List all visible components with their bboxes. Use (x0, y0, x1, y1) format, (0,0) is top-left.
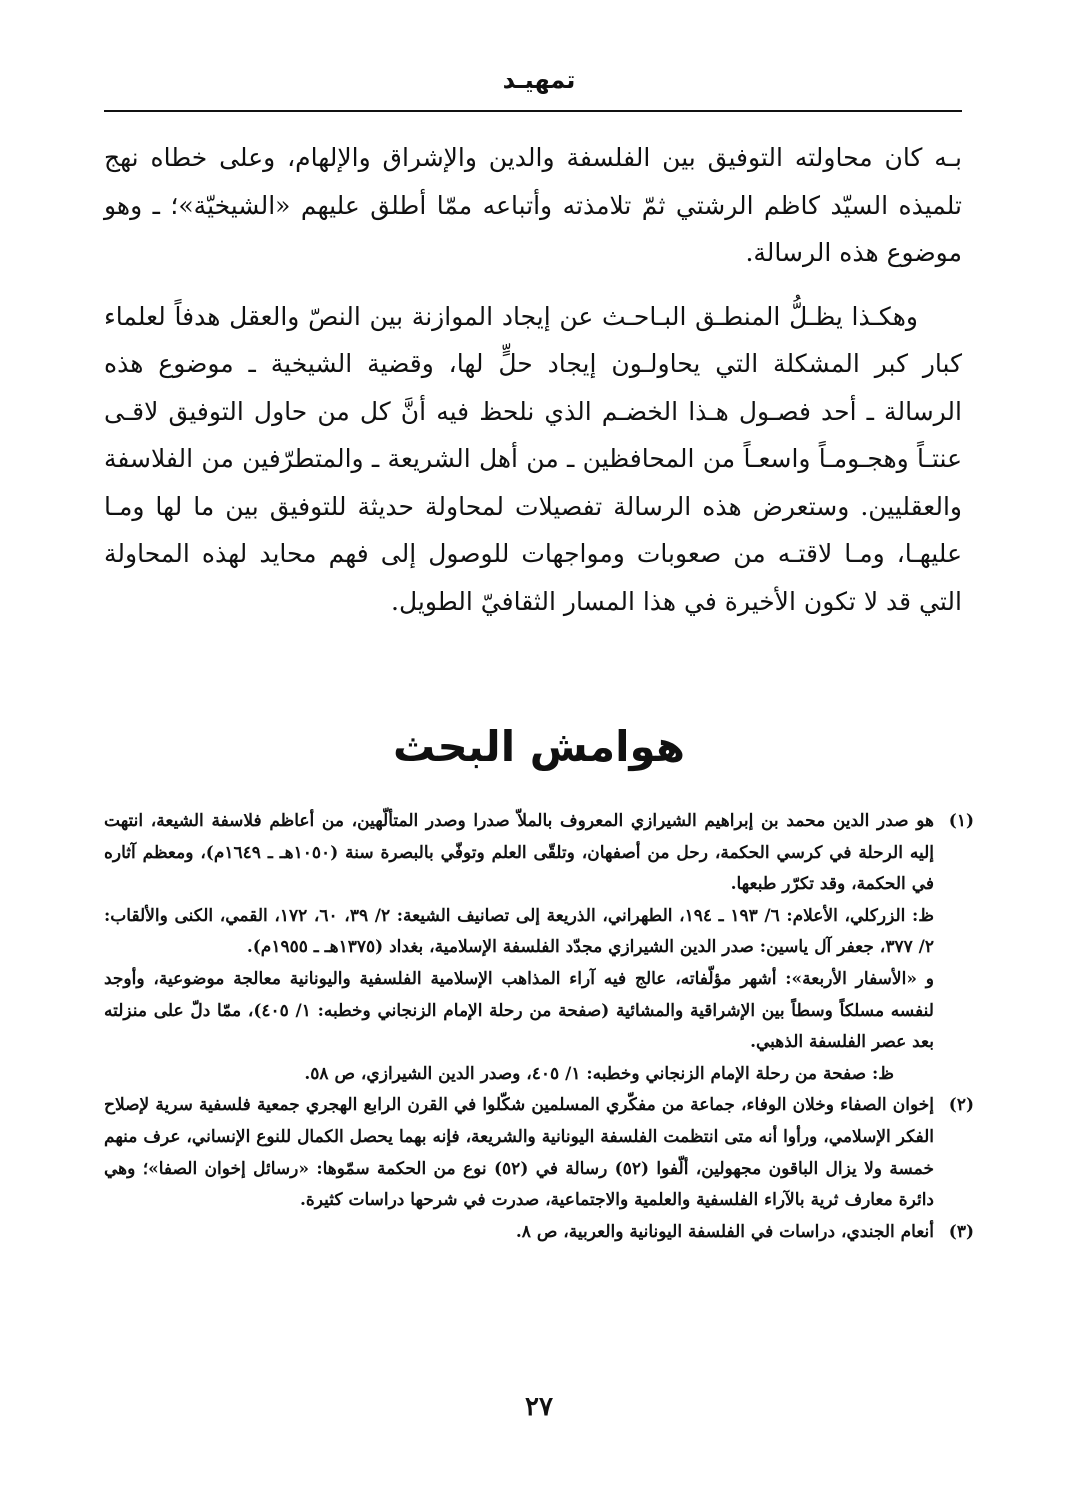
footnote-number: (٣) (948, 1221, 974, 1242)
section-heading: هوامش البحث (393, 722, 685, 771)
footnote-text: إخوان الصفاء وخلان الوفاء، جماعة من مفكّري المسلمين شكّلوا في القرن الرابع الهجري جمعية فلسفية سرية لإصلاح الفكر الإسلامي، ورأوا أنه متى انتظمت الفلسفة اليونانية والشريعة، فإنه بهما يحصل الكمال للنوع الإنساني، عرف منهم خمسة ولا يزال الباقون مجهولين، ألّفوا (٥٢) رسالة في (٥٢) نوع من الحكمة سمّوها: «رسائل إخوان الصفا»؛ وهي دائرة معارف ثرية بالآراء الفلسفية والعلمية والاجتماعية، صدرت في شرحها دراسات كثيرة. (104, 1095, 934, 1211)
footnote-number: (١) (948, 811, 974, 831)
header-rule (104, 110, 962, 112)
footnote (104, 1217, 974, 1249)
body-text (104, 134, 962, 625)
footnote-number: (٢) (948, 1095, 974, 1116)
footnote (104, 806, 974, 1090)
paragraph: بـه كان محاولته التوفيق بين الفلسفة والدين والإشراق والإلهام، وعلى خطاه نهج تلميذه السيّد كاظم الرشتي ثمّ تلامذته وأتباعه ممّا أطلق عليهم «الشيخيّة»؛ ـ وهو موضوع هذه الرسالة. (104, 143, 962, 267)
footnote-reference: ظ: الزركلي، الأعلام: ٦/ ١٩٣ ـ ١٩٤، الطهراني، الذريعة إلى تصانيف الشيعة: ٢/ ٣٩، ٦٠، ١٧٢، القمي، الكنى والألقاب: ٢/ ٣٧٧، جعفر آل ياسين: صدر الدين الشيرازي مجدّد الفلسفة الإسلامية، بغداد (١٣٧٥هـ ـ ١٩٥٥م). (104, 905, 935, 958)
footnote-text: هو صدر الدين محمد بن إبراهيم الشيرازي المعروف بالملاّ صدرا وصدر المتألّهين، من أعاظم فلاسفة الشيعة، انتهت إليه الرحلة في كرسي الحكمة، رحل من أصفهان، وتلقّى العلم وتوفّي بالبصرة سنة (١٠٥٠هـ ـ ١٦٤٩م)، ومعظم آثاره في الحكمة، وقد تكرّر طبعها. (104, 811, 935, 895)
paragraph: وهكـذا يظـلُّ المنطـق البـاحـث عن إيجاد الموازنة بين النصّ والعقل هدفاً لعلماء كبار كبر المشكلة التي يحاولـون إيجاد حلٍّ لها، وقضية الشيخية ـ موضوع هذه الرسالة ـ أحد فصـول هـذا الخضـم الذي نلحظ فيه أنَّ كل من حاول التوفيق لاقـى عنتـاً وهجـومـاً واسعـاً من المحافظين ـ من أهل الشريعة ـ والمتطرّفين من الفلاسفة والعقليين. وستعرض هذه الرسالة تفصيلات لمحاولة حديثة للتوفيق بين ما لها ومـا عليهـا، ومـا لاقتـه من صعوبات ومواجهات للوصول إلى فهم محايد لهذه المحاولة التي قد لا تكون الأخيرة في هذا المسار الثقافيّ الطويل. (104, 301, 962, 616)
footnote-reference: و «الأسفار الأربعة»: أشهر مؤلّفاته، عالج فيه آراء المذاهب الإسلامية الفلسفية واليونانية معالجة موضوعية، وأوجد لنفسه مسلكاً وسطاً بين الإشراقية والمشائية (صفحة من رحلة الإمام الزنجاني وخطبه: ١/ ٤٠٥)، ممّا دلّ على منزلته بعد عصر الفلسفة الذهبي. (104, 968, 934, 1053)
footnotes (104, 806, 974, 1248)
footnote (104, 1090, 974, 1216)
page-number: ٢٧ (525, 1392, 553, 1422)
footnote-text: أنعام الجندي، دراسات في الفلسفة اليونانية والعربية، ص ٨. (515, 1221, 934, 1242)
footnote-reference: ظ: صفحة من رحلة الإمام الزنجاني وخطبه: ١/ ٤٠٥، وصدر الدين الشيرازي، ص ٥٨. (304, 1063, 894, 1084)
running-head: تمهيـد (502, 66, 576, 94)
